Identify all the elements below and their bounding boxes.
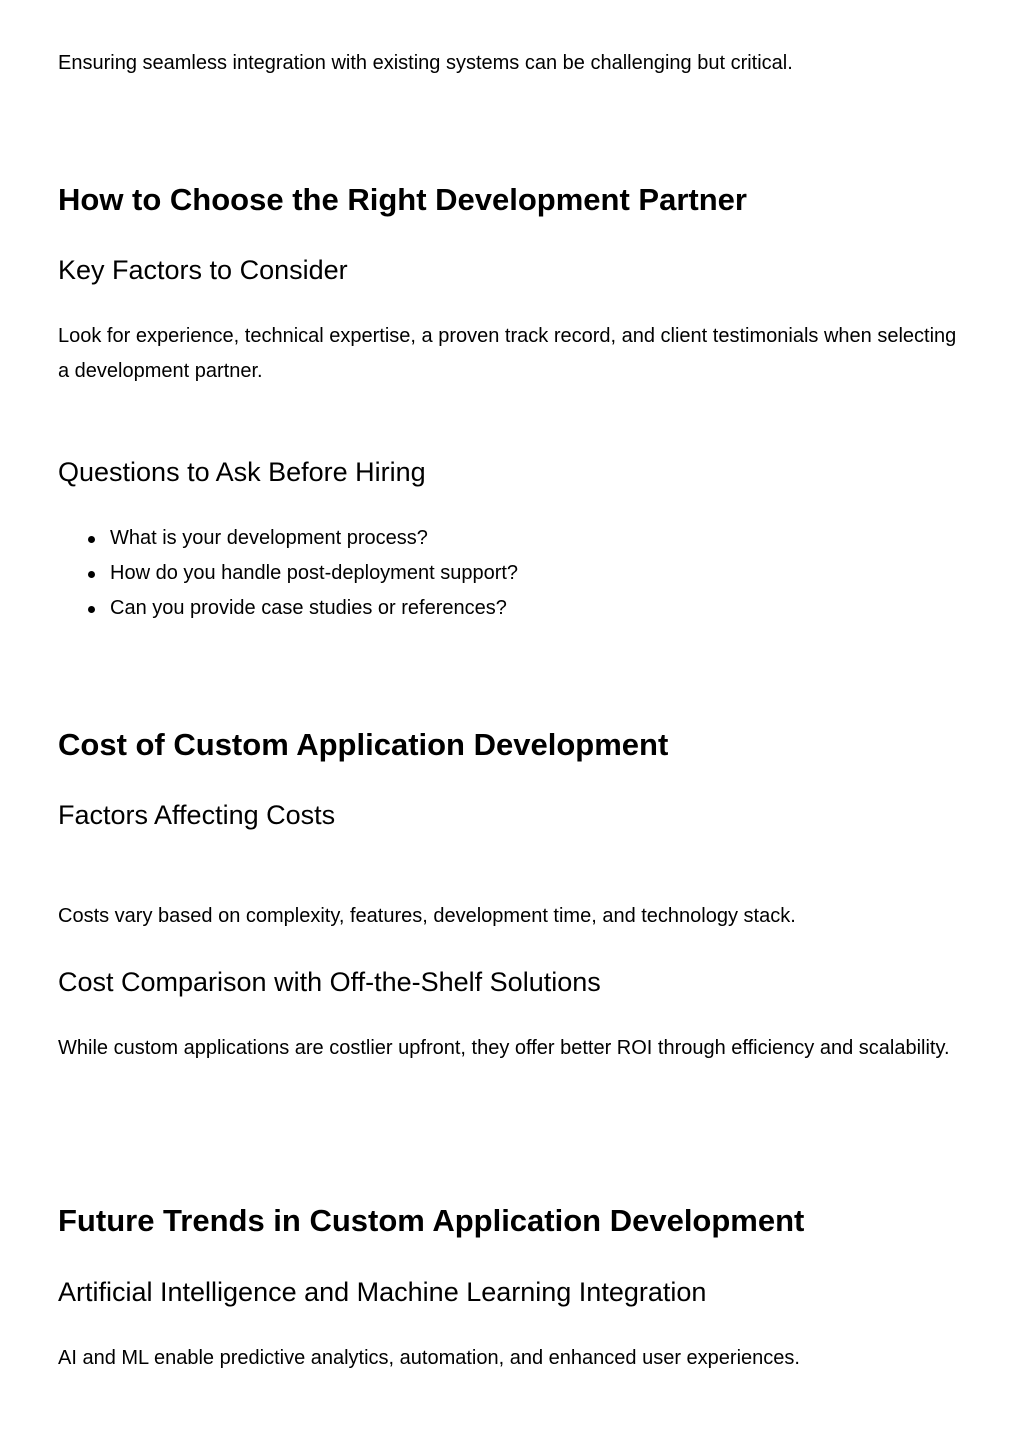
intro-paragraph: Ensuring seamless integration with existing systems can be challenging but critical. bbox=[58, 52, 793, 74]
subheading-key-factors: Key Factors to Consider bbox=[58, 255, 348, 285]
list-item-text: Can you provide case studies or references? bbox=[110, 597, 507, 619]
bullet-icon bbox=[88, 606, 95, 613]
list-item bbox=[110, 521, 518, 556]
subheading-cost-comparison: Cost Comparison with Off-the-Shelf Solutions bbox=[58, 967, 601, 997]
key-factors-paragraph: Look for experience, technical expertise, a proven track record, and client testimonials when selecting a development partner. bbox=[58, 325, 957, 382]
list-item bbox=[110, 556, 518, 591]
section-heading-cost: Cost of Custom Application Development bbox=[58, 727, 669, 762]
list-item-text: What is your development process? bbox=[110, 527, 428, 549]
list-item bbox=[110, 591, 518, 626]
list-item-text: How do you handle post-deployment support? bbox=[110, 562, 519, 584]
subheading-ai-ml: Artificial Intelligence and Machine Learning Integration bbox=[58, 1277, 707, 1307]
questions-list bbox=[58, 521, 518, 626]
bullet-icon bbox=[88, 571, 95, 578]
section-heading-trends: Future Trends in Custom Application Development bbox=[58, 1203, 805, 1238]
bullet-icon bbox=[88, 536, 95, 543]
subheading-questions: Questions to Ask Before Hiring bbox=[58, 457, 426, 487]
section-heading-partner: How to Choose the Right Development Partner bbox=[58, 182, 747, 217]
subheading-factors-affecting-costs: Factors Affecting Costs bbox=[58, 800, 336, 830]
cost-comparison-paragraph: While custom applications are costlier upfront, they offer better ROI through efficiency and scalability. bbox=[58, 1037, 950, 1059]
factors-affecting-costs-paragraph: Costs vary based on complexity, features, development time, and technology stack. bbox=[58, 905, 796, 927]
ai-ml-paragraph: AI and ML enable predictive analytics, automation, and enhanced user experiences. bbox=[58, 1347, 800, 1369]
